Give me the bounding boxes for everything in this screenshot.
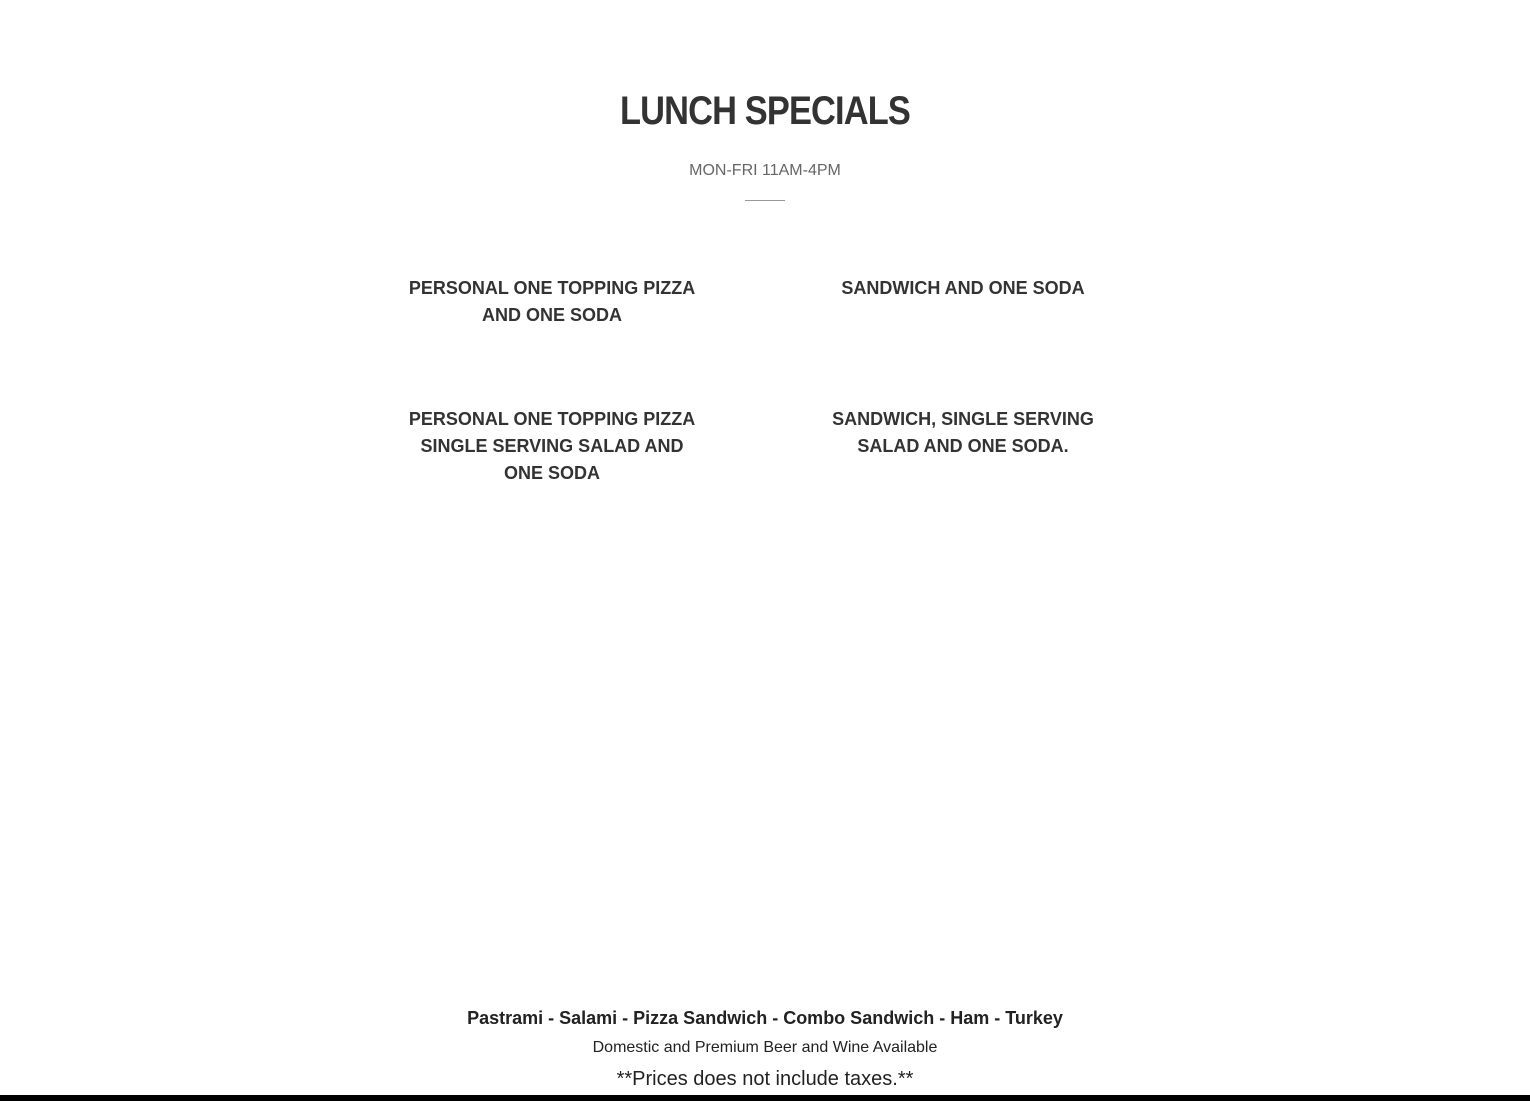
drinks-note: Domestic and Premium Beer and Wine Available bbox=[592, 1039, 938, 1056]
special-item-sandwich-soda: SANDWICH AND ONE SODA bbox=[841, 278, 1085, 298]
hours-subtitle: MON-FRI 11AM-4PM bbox=[689, 162, 841, 179]
bottom-bar bbox=[0, 1095, 1530, 1101]
title-divider bbox=[745, 200, 785, 201]
special-item-sandwich-salad-soda: SANDWICH, SINGLE SERVING SALAD AND ONE SODA. bbox=[832, 409, 1094, 456]
tax-note: **Prices does not include taxes.** bbox=[616, 1068, 914, 1090]
special-item-pizza-salad-soda: PERSONAL ONE TOPPING PIZZA SINGLE SERVING SALAD AND ONE SODA bbox=[408, 409, 696, 483]
special-item-pizza-soda: PERSONAL ONE TOPPING PIZZA AND ONE SODA bbox=[408, 278, 696, 325]
page-title: LUNCH SPECIALS bbox=[620, 89, 910, 133]
sandwich-list: Pastrami - Salami - Pizza Sandwich - Combo Sandwich - Ham - Turkey bbox=[467, 1008, 1063, 1028]
